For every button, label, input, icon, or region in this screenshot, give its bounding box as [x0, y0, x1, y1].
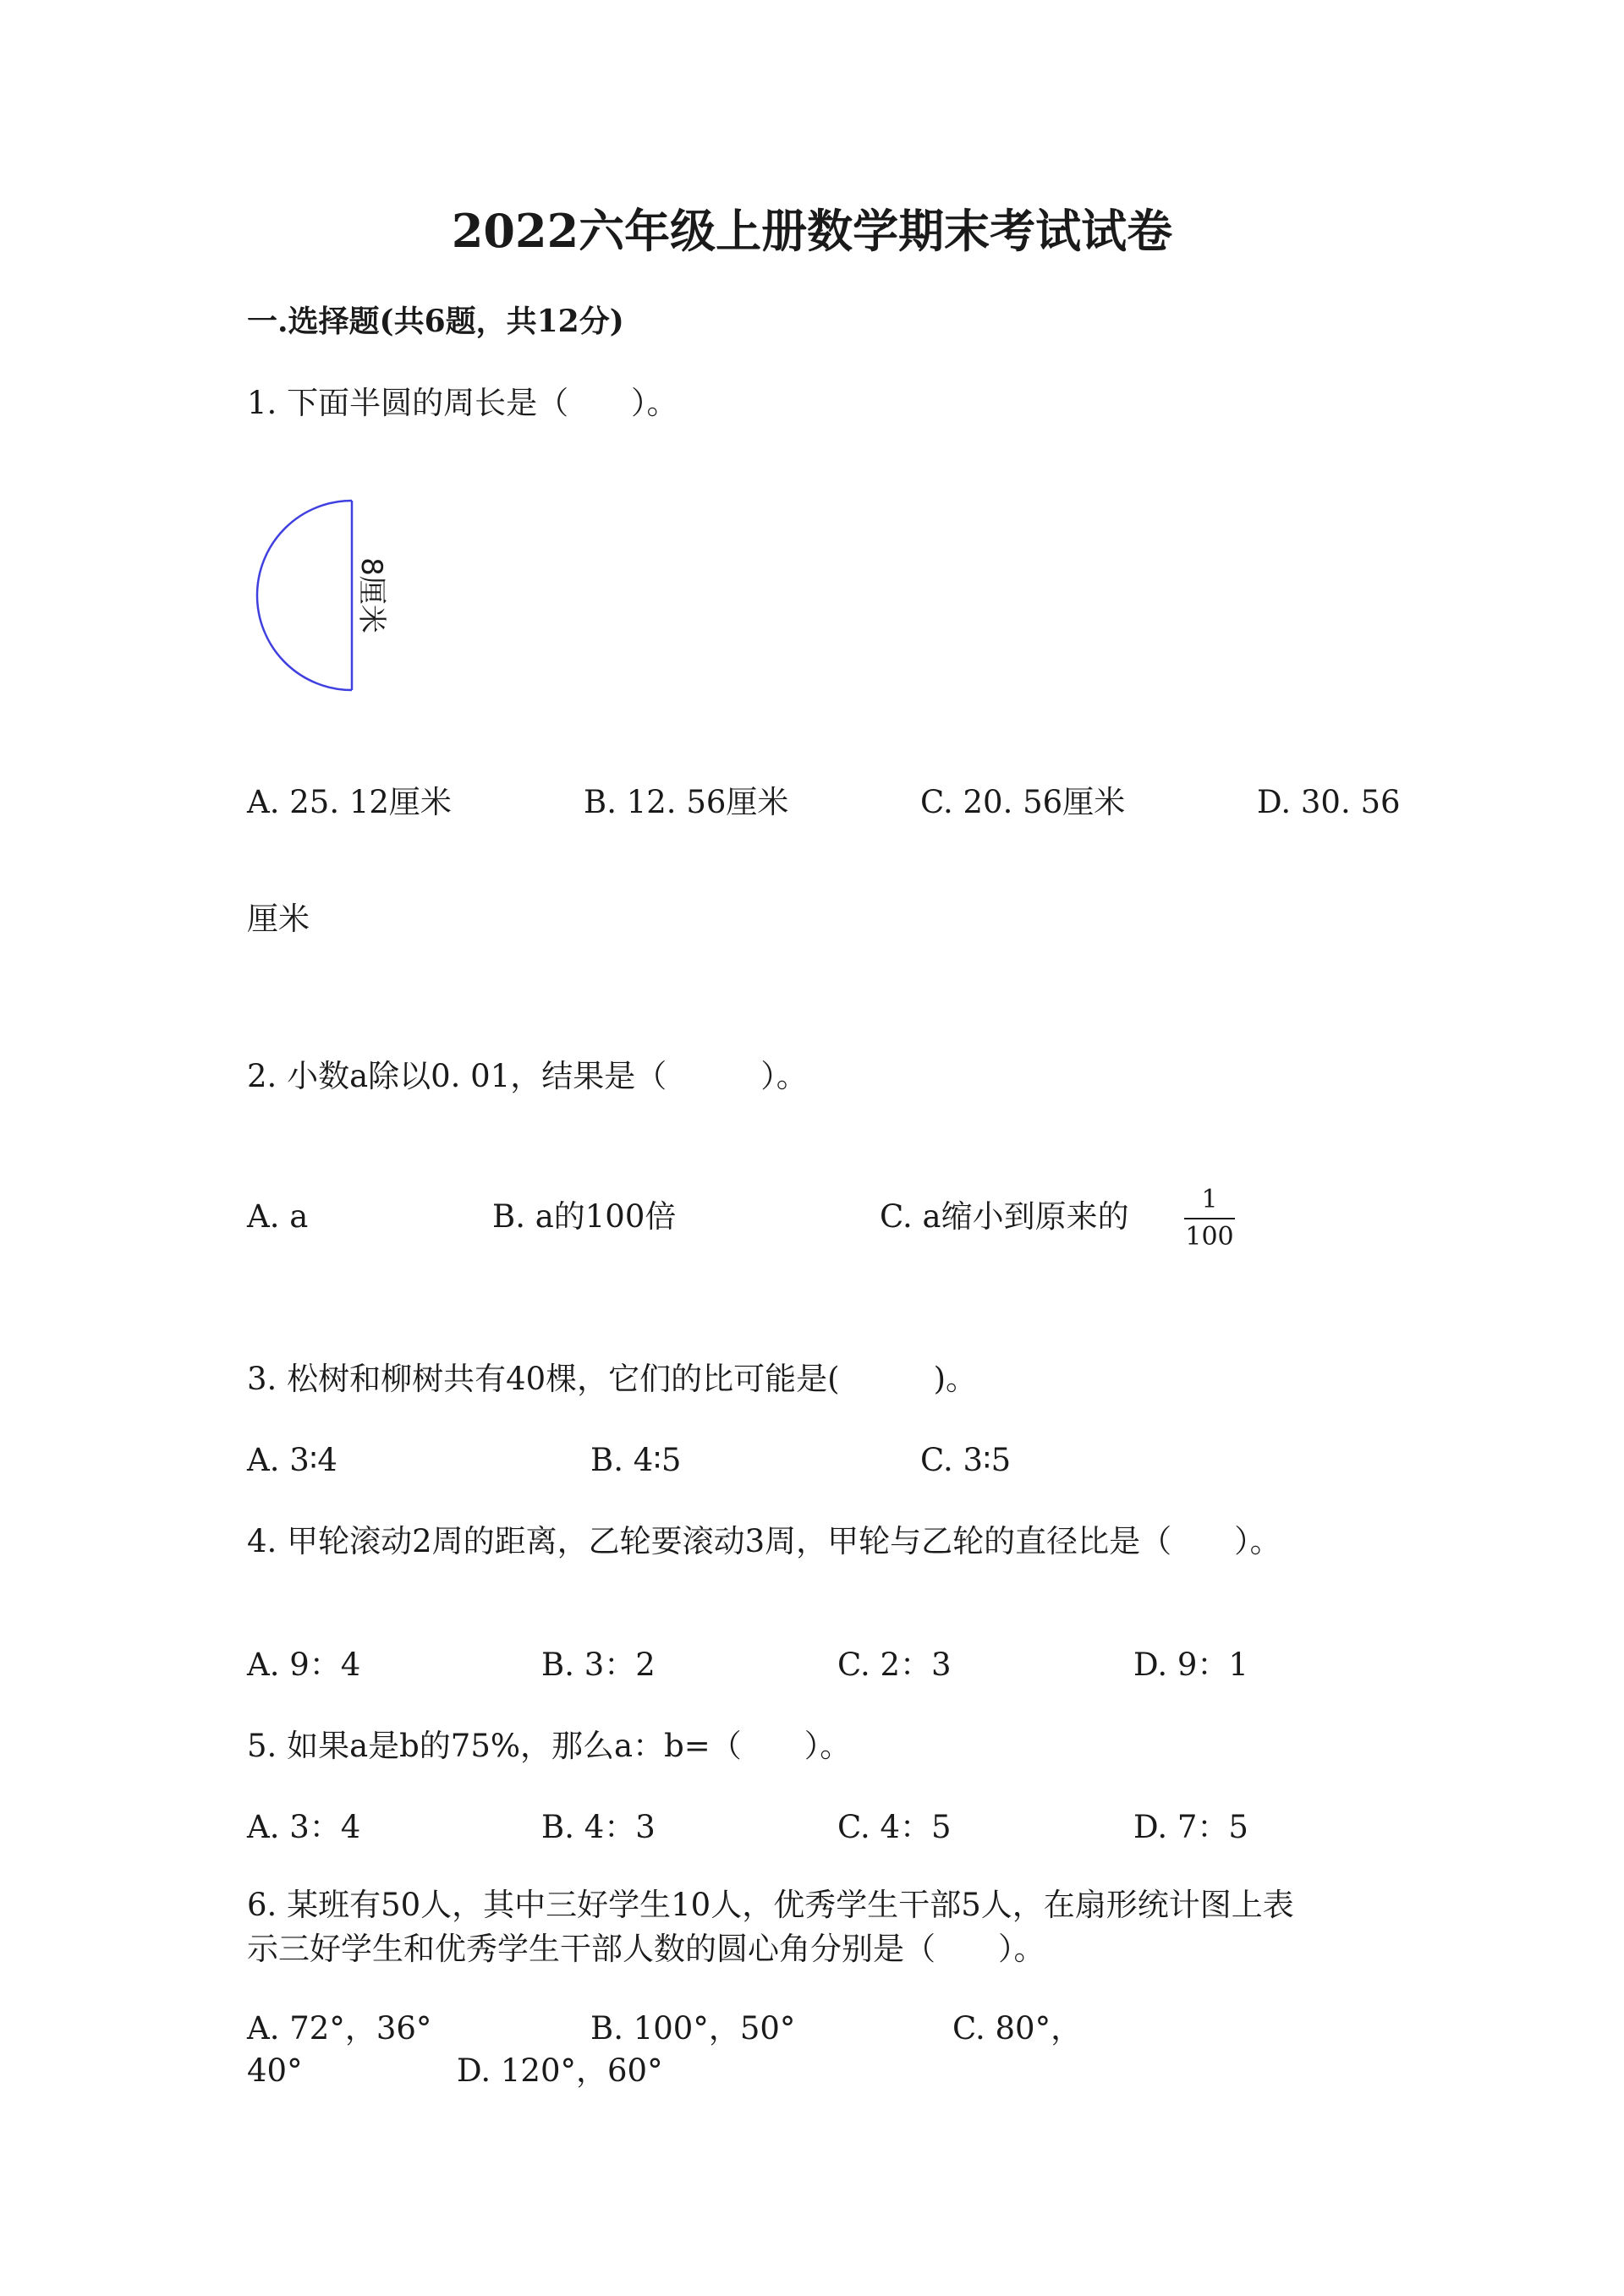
q2-fraction [1184, 1187, 1235, 1250]
q2-option-c[interactable]: C. a缩小到原来的 [880, 1198, 1129, 1235]
question-6-stem-line-1: 6. 某班有50人，其中三好学生10人，优秀学生干部5人，在扇形统计图上表 [247, 1887, 1294, 1923]
q5-option-d[interactable]: D. 7：5 [1133, 1809, 1248, 1845]
q1-option-a[interactable]: A. 25. 12厘米 [247, 784, 452, 820]
fraction-denominator: 100 [1185, 1222, 1234, 1252]
q1-option-d-wrap: 厘米 [247, 901, 310, 937]
q1-option-d[interactable]: D. 30. 56 [1257, 784, 1401, 820]
page-title: 2022六年级上册数学期末考试试卷 [451, 204, 1173, 258]
section-heading: 一.选择题(共6题，共12分) [247, 304, 624, 339]
question-6-stem-line-2: 示三好学生和优秀学生干部人数的圆心角分别是（ ）。 [247, 1931, 1045, 1967]
q3-option-c[interactable]: C. 3∶5 [920, 1442, 1012, 1478]
fraction-bar [1184, 1218, 1235, 1219]
q6-option-a[interactable]: A. 72°，36° [247, 2010, 432, 2047]
q6-option-b[interactable]: B. 100°，50° [590, 2010, 796, 2047]
question-3-stem: 3. 松树和柳树共有40棵，它们的比可能是( )。 [247, 1361, 978, 1397]
semicircle-figure [245, 490, 414, 710]
diameter-label: 8厘米 [354, 557, 388, 633]
q5-option-a[interactable]: A. 3：4 [247, 1809, 361, 1845]
q2-option-a[interactable]: A. a [247, 1198, 309, 1235]
question-1-stem: 1. 下面半圆的周长是（ ）。 [247, 385, 678, 421]
semicircle-arc [257, 501, 352, 690]
q4-option-d[interactable]: D. 9：1 [1133, 1647, 1248, 1683]
q4-option-b[interactable]: B. 3：2 [541, 1647, 656, 1683]
q5-option-b[interactable]: B. 4：3 [541, 1809, 656, 1845]
q5-option-c[interactable]: C. 4：5 [837, 1809, 952, 1845]
q1-option-c[interactable]: C. 20. 56厘米 [920, 784, 1126, 820]
q6-option-c-wrap: 40° [247, 2052, 303, 2089]
q3-option-b[interactable]: B. 4∶5 [590, 1442, 682, 1478]
q6-option-c[interactable]: C. 80°， [952, 2010, 1083, 2047]
question-5-stem: 5. 如果a是b的75%，那么a：b=（ ）。 [247, 1728, 852, 1764]
question-2-stem: 2. 小数a除以0. 01，结果是（ ）。 [247, 1058, 808, 1094]
fraction-numerator: 1 [1201, 1185, 1218, 1214]
q4-option-a[interactable]: A. 9：4 [247, 1647, 361, 1683]
q4-option-c[interactable]: C. 2：3 [837, 1647, 952, 1683]
q2-option-b[interactable]: B. a的100倍 [492, 1198, 677, 1235]
question-4-stem: 4. 甲轮滚动2周的距离，乙轮要滚动3周，甲轮与乙轮的直径比是（ ）。 [247, 1523, 1281, 1559]
q6-option-d[interactable]: D. 120°，60° [457, 2052, 663, 2089]
q3-option-a[interactable]: A. 3∶4 [247, 1442, 337, 1478]
q1-option-b[interactable]: B. 12. 56厘米 [584, 784, 789, 820]
